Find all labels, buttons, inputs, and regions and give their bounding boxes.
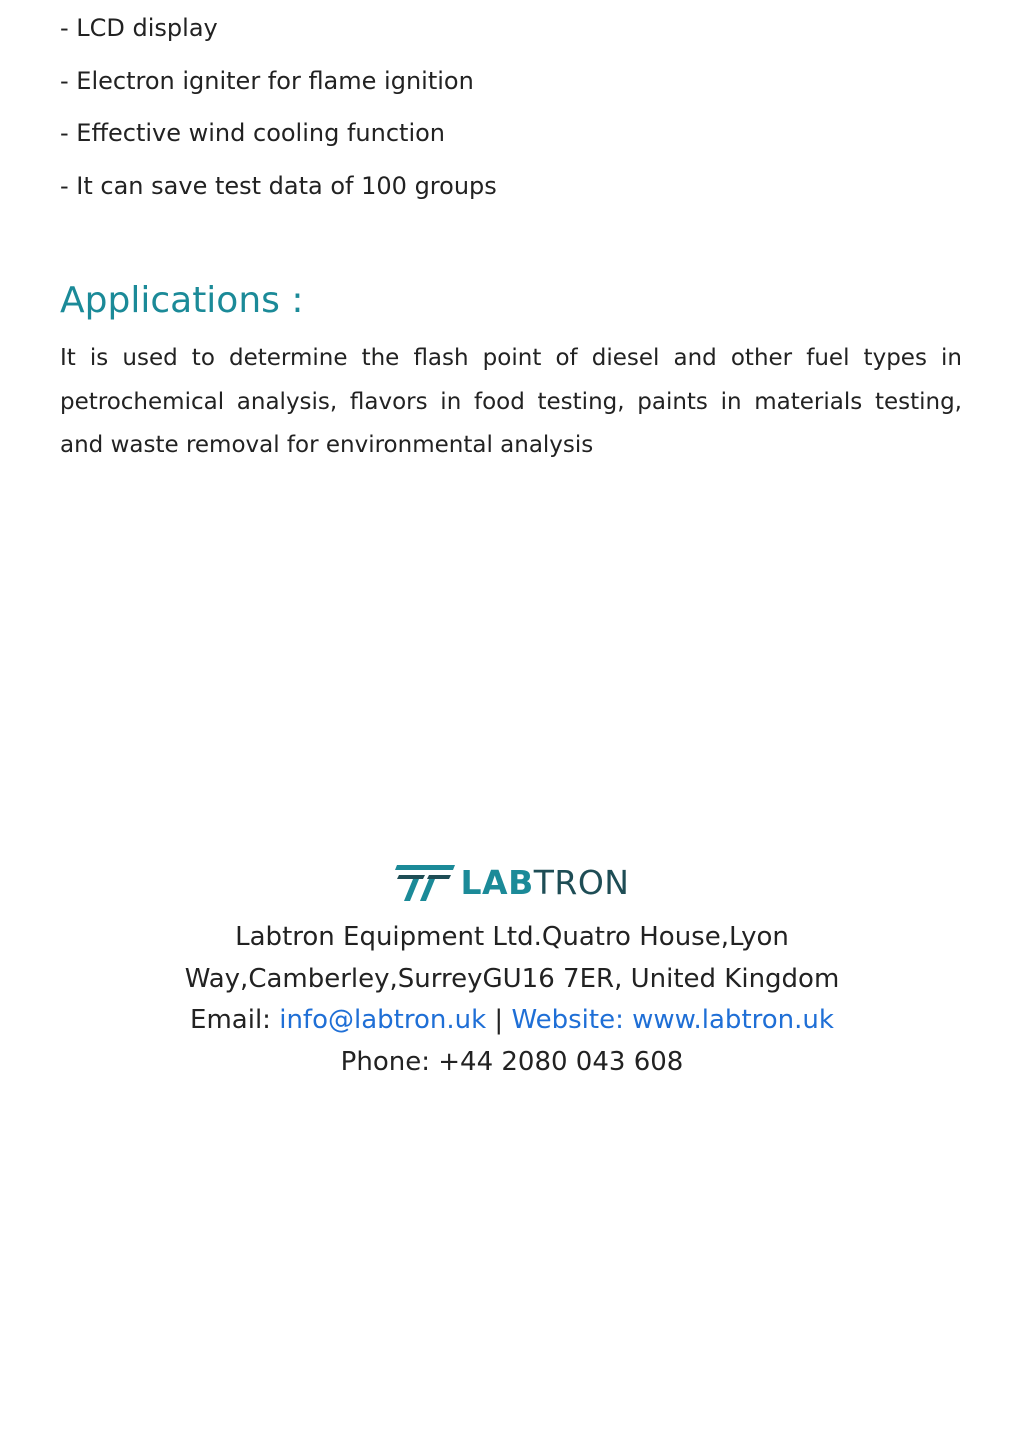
email-link[interactable]: info@labtron.uk: [279, 1005, 487, 1035]
applications-text: It is used to determine the flash point of diesel and other fuel types in petrochemical analysis, flavors in food testing, paints in materials testing, and waste removal for environmental analysis: [60, 345, 962, 458]
feature-item: - Electron igniter for flame ignition: [60, 66, 474, 95]
email-line: [0, 1000, 1024, 1042]
separator: |: [486, 1005, 512, 1035]
logo-wordmark: [461, 861, 630, 905]
address-line-1: Labtron Equipment Ltd.Quatro House,Lyon: [235, 922, 789, 952]
feature-item: - LCD display: [60, 14, 218, 42]
feature-list: [60, 10, 497, 220]
address-line-2: Way,Camberley,SurreyGU16 7ER, United Kingdom: [184, 963, 840, 994]
footer: [0, 858, 1024, 1083]
logo-tron: TRON: [533, 863, 630, 902]
website-link[interactable]: Website: www.labtron.uk: [511, 1005, 834, 1035]
contact-info: [0, 917, 1024, 1083]
feature-item: - Effective wind cooling function: [60, 119, 446, 147]
email-label: Email:: [190, 1005, 280, 1035]
applications-heading: Applications :: [60, 280, 304, 321]
logo-lab: LAB: [460, 863, 534, 902]
phone-line: Phone: +44 2080 043 608: [340, 1046, 684, 1077]
feature-item: - It can save test data of 100 groups: [60, 171, 497, 200]
labtron-logo-icon: [395, 861, 457, 905]
labtron-logo: [395, 858, 630, 908]
